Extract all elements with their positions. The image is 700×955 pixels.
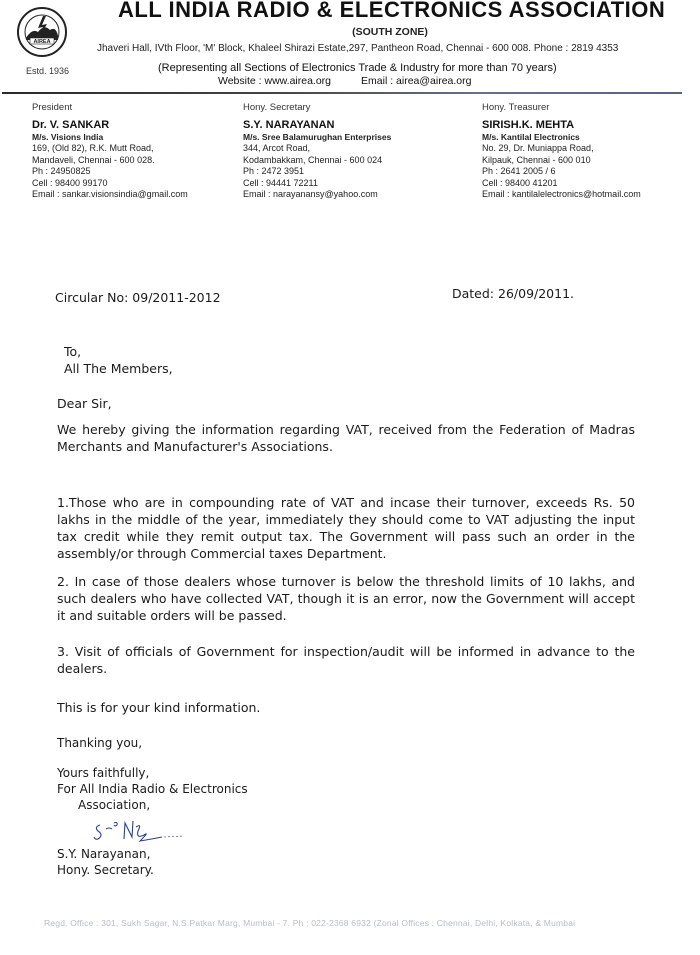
bearer-address-line: Kodambakkam, Chennai - 600 024	[243, 154, 383, 165]
svg-text:AIREA: AIREA	[33, 39, 51, 45]
point-1-paragraph: 1.Those who are in compounding rate of VAT and incase their turnover, exceeds Rs. 50 lakhs in the middle of the year, immediately they should come to VAT adjusting the input tax credit while they remit output tax. The Government will pass such an order in the assembly/or through Commercial taxes Department.	[57, 495, 635, 561]
to-line: To,	[64, 344, 82, 359]
bearer-role: Hony. Secretary	[243, 102, 311, 113]
bearer-email[interactable]: Email : narayanansy@yahoo.com	[243, 189, 378, 199]
closing-block	[57, 735, 248, 813]
recipients: All The Members,	[64, 361, 173, 376]
bearer-address-line: No. 29, Dr. Muniappa Road,	[482, 143, 594, 153]
point-3-paragraph: 3. Visit of officials of Government for inspection/audit will be informed in advance to the dealers.	[57, 644, 635, 676]
bearer-address-line: Mandaveli, Chennai - 600 028.	[32, 154, 155, 165]
bearer-name: SIRISH.K. MEHTA	[482, 118, 575, 131]
bearer-email[interactable]: Email : sankar.visionsindia@gmail.com	[32, 189, 188, 199]
bearer-firm: M/s. Visions India	[32, 131, 104, 142]
salutation: Dear Sir,	[57, 396, 112, 411]
bearer-address-line: 344, Arcot Road,	[243, 143, 311, 153]
representing-tagline: (Representing all Sections of Electronics Trade & Industry for more than 70 years)	[158, 62, 557, 74]
bearer-cell: Cell : 94441 72211	[243, 177, 318, 188]
letter-date: Dated: 26/09/2011.	[452, 286, 575, 301]
bearer-email[interactable]: Email : kantilalelectronics@hotmail.com	[482, 189, 641, 199]
bearer-name: S.Y. NARAYANAN	[243, 118, 335, 131]
letterhead-divider	[2, 92, 682, 94]
head-office-address: Jhaveri Hall, IVth Floor, 'M' Block, Khaleel Shirazi Estate,297, Pantheon Road, Chennai - 600 008. Phone : 2819 4353	[97, 43, 619, 54]
zone-label: (SOUTH ZONE)	[352, 26, 428, 38]
bearer-phone: Ph : 2641 2005 / 6	[482, 166, 556, 176]
website-link[interactable]: Website : www.airea.org	[218, 75, 332, 87]
thanks-line: Thanking you,	[57, 736, 143, 750]
registered-office-footer: Regd. Office : 301, Sukh Sagar, N.S.Patkar Marg, Mumbai - 7. Ph : 022-2368 6932 (Zonal Offices : Chennai, Delhi, Kolkata, & Mumbai	[44, 918, 576, 928]
bearer-firm: M/s. Sree Balamurughan Enterprises	[243, 131, 392, 142]
information-line: This is for your kind information.	[57, 700, 261, 715]
bearer-cell: Cell : 98400 99170	[32, 177, 108, 188]
office-bearer-president	[32, 102, 188, 201]
bearer-address-line: Kilpauk, Chennai - 600 010	[482, 154, 591, 165]
bearer-role: President	[32, 102, 73, 113]
bearer-address-line: 169, (Old 82), R.K. Mutt Road,	[32, 143, 154, 153]
recipient-block	[64, 343, 173, 377]
bearer-phone: Ph : 2472 3951	[243, 166, 305, 176]
point-2-paragraph: 2. In case of those dealers whose turnover is below the threshold limits of 10 lakhs, and such dealers who have collected VAT, though it is an error, now the Government will accept it and suitable orders will be passed.	[57, 574, 635, 623]
contact-line	[218, 75, 472, 87]
signer-block	[57, 846, 154, 878]
handwritten-signature	[92, 815, 192, 845]
intro-paragraph: We hereby giving the information regarding VAT, received from the Federation of Madras Merchants and Manufacturer's Associations.	[57, 422, 635, 454]
bearer-name: Dr. V. SANKAR	[32, 118, 110, 131]
circular-number: Circular No: 09/2011-2012	[55, 290, 221, 305]
signature-icon	[92, 815, 192, 845]
email-link[interactable]: Email : airea@airea.org	[361, 75, 472, 87]
signer-title: Hony. Secretary.	[57, 863, 154, 877]
bearer-firm: M/s. Kantilal Electronics	[482, 131, 580, 142]
established-year: Estd. 1936	[26, 66, 70, 76]
organization-name: ALL INDIA RADIO & ELECTRONICS ASSOCIATION	[118, 0, 666, 22]
bearer-phone: Ph : 24950825	[32, 166, 91, 176]
for-org-line: For All India Radio & Electronics	[57, 782, 248, 796]
for-org-line-2: Association,	[78, 798, 151, 812]
bearer-cell: Cell : 98400 41201	[482, 177, 558, 188]
office-bearer-secretary	[243, 102, 391, 201]
yours-faithfully: Yours faithfully,	[57, 766, 150, 780]
bearer-role: Hony. Treasurer	[482, 102, 550, 113]
signer-name: S.Y. Narayanan,	[57, 847, 151, 861]
office-bearer-treasurer	[482, 102, 641, 201]
